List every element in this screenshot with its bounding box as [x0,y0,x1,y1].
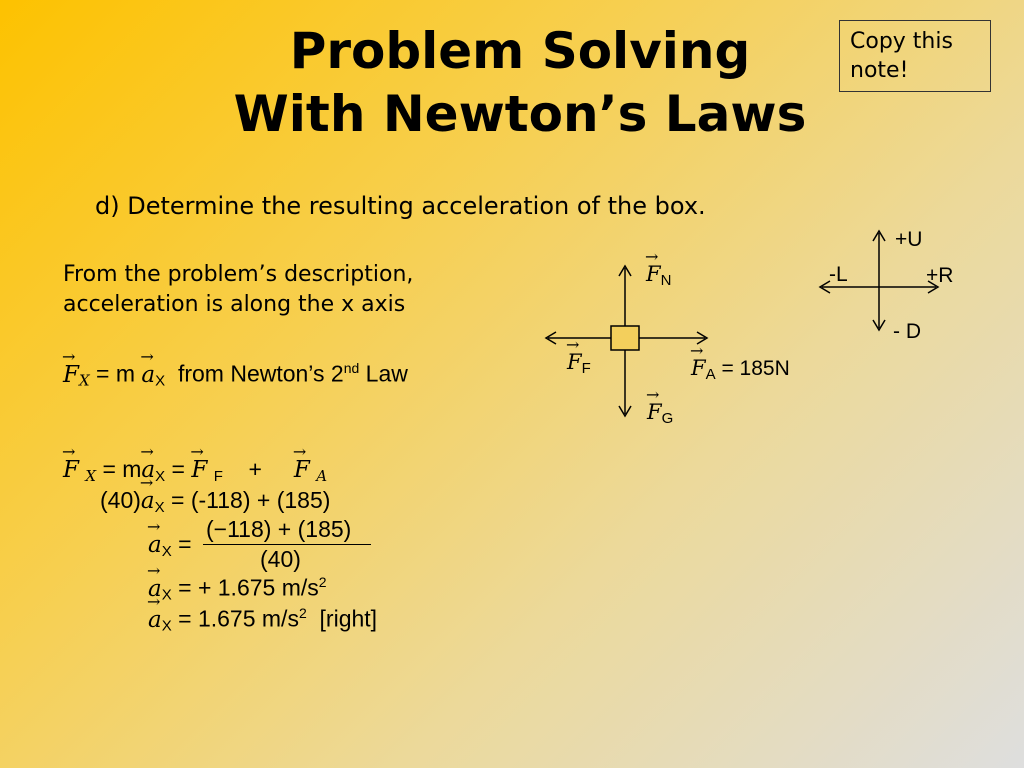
force-vector-symbol: → F [63,457,79,483]
question-text: d) Determine the resulting acceleration of the box. [95,192,706,220]
axis-up-label: +U [895,228,923,251]
acceleration-vector-symbol: → a [141,488,155,514]
applied-force-value: = 185N [721,357,790,380]
axis-left-label: -L [829,263,848,286]
friction-force-symbol: → F [191,457,207,483]
axis-down-label: - D [893,320,921,343]
acceleration-vector-symbol: → a [141,362,155,388]
law-superscript: nd [343,360,360,376]
step-5-superscript: 2 [298,605,307,621]
subscript-x: X [161,586,172,604]
fraction-denominator: (40) [260,546,301,572]
force-vector-symbol: → F [646,262,661,286]
subscript-x: X [78,371,90,390]
acceleration-vector-symbol: → a [148,576,162,602]
step-1-equals-m: = m [102,456,142,482]
law-tail: Law [359,360,408,387]
subscript-n: N [660,272,672,289]
law-text: from Newton’s 2 [177,360,344,387]
acceleration-vector-symbol: → a [141,457,155,483]
title-line-2: With Newton’s Laws [233,85,807,143]
step-2-mass: (40) [100,487,141,513]
acceleration-vector-symbol: → a [148,607,162,633]
applied-force-label [691,356,790,383]
subscript-a: A [316,467,328,485]
description-line-2: acceleration is along the x axis [63,292,406,317]
subscript-f: F [213,468,223,485]
subscript-a: A [705,366,716,383]
subscript-x: X [155,468,166,485]
applied-force-symbol: → F [294,457,310,483]
fraction-numerator: (−118) + (185) [206,516,352,542]
copy-note-box: Copy this note! [839,20,991,92]
subscript-x: X [155,372,166,390]
step-1-equals: = [171,456,185,482]
gravity-force-label [647,400,673,427]
force-vector-symbol: → F [567,350,582,374]
step-4-superscript: 2 [318,574,327,590]
box-square [611,326,639,350]
subscript-x: X [85,467,97,485]
force-vector-symbol: → F [647,400,662,424]
force-vector-symbol: → F [691,356,706,380]
title-line-1: Problem Solving [289,22,751,80]
step-4-value: = + 1.675 m/s [178,574,319,601]
step-5-value: = 1.675 m/s [178,605,299,632]
description-line-1: From the problem’s description, [63,262,414,287]
subscript-x: X [161,617,172,635]
step-5-direction: [right] [319,605,378,632]
axis-right-label: +R [926,264,954,287]
subscript-x: X [161,543,172,560]
equals-m: = m [96,360,136,387]
step-3-equals: = [178,531,192,557]
subscript-f: F [581,360,591,377]
friction-force-label [567,350,591,377]
acceleration-vector-symbol: → a [148,532,162,558]
normal-force-label [646,262,671,289]
subscript-x: X [154,499,165,516]
subscript-g: G [661,410,674,427]
force-vector-symbol: → F [63,362,79,388]
step-1-plus: + [248,456,262,482]
step-2-right: = (-118) + (185) [171,487,331,513]
